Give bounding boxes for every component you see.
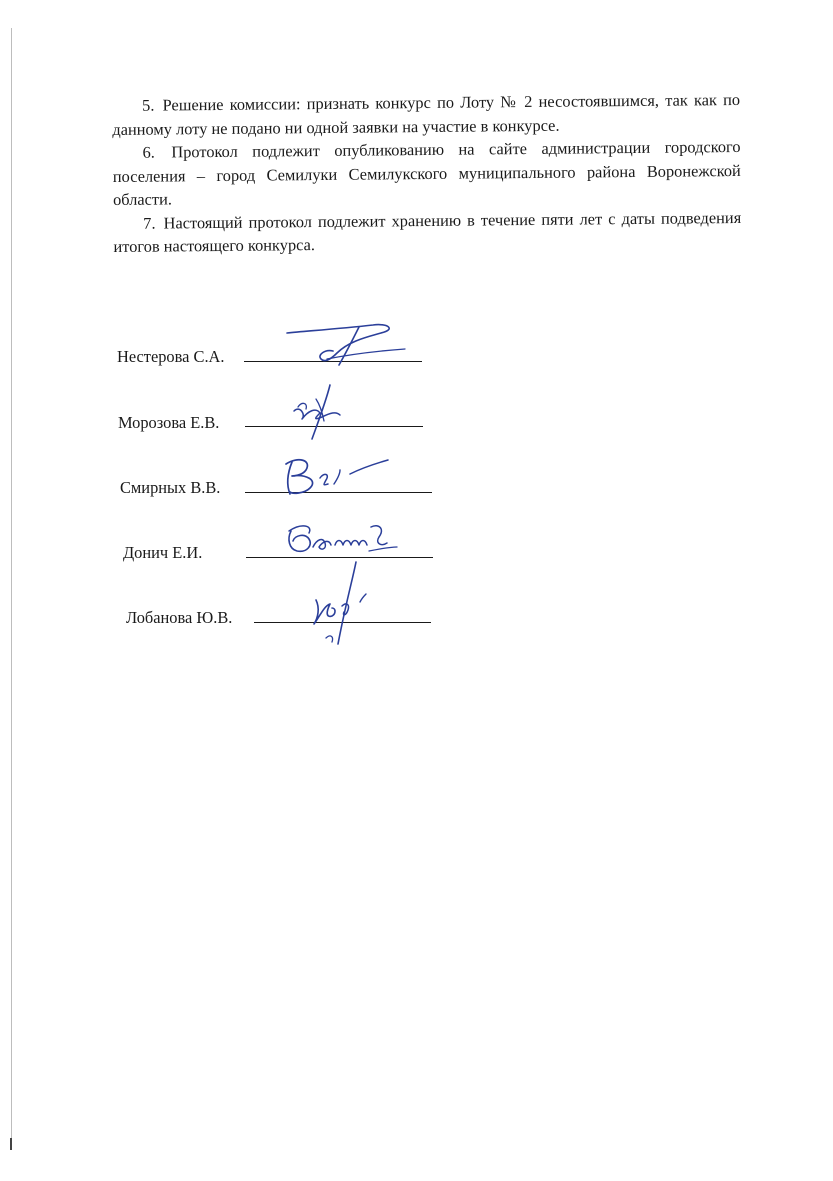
signature-row-morozova: [118, 411, 438, 441]
paragraph-6: [112, 135, 741, 212]
signatory-name: Нестерова С.А.: [117, 347, 225, 366]
scan-left-edge: [11, 28, 12, 1148]
paragraph-number: 7.: [143, 213, 156, 233]
signatory-name: Смирных В.В.: [120, 478, 221, 497]
signatory-name: Морозова Е.В.: [118, 413, 220, 432]
signature-row-nesterova: [117, 345, 437, 375]
paragraph-5: [112, 88, 740, 141]
signatory-name: Донич Е.И.: [123, 543, 203, 562]
paragraph-number: 6.: [142, 142, 155, 162]
paragraph-number: 5.: [142, 95, 155, 115]
protocol-body: [112, 88, 742, 259]
handwritten-signature-icon: [283, 517, 403, 563]
handwritten-signature-icon: [286, 381, 356, 451]
paragraph-text: Протокол подлежит опубликованию на сайте администрации городского поселения – город Семилуки Семилукского муниципального района Воронежской области.: [112, 136, 741, 209]
signature-row-donich: [123, 541, 443, 571]
signature-row-smirnykh: [120, 476, 440, 506]
handwritten-signature-icon: [306, 558, 376, 650]
handwritten-signature-icon: [277, 323, 417, 373]
scan-edge-mark: [10, 1138, 12, 1150]
signature-row-lobanova: [126, 606, 446, 636]
signatory-name: Лобанова Ю.В.: [126, 608, 233, 627]
handwritten-signature-icon: [278, 456, 398, 500]
paragraph-text: Решение комиссии: признать конкурс по Лоту № 2 несостоявшимся, так как по данному лоту не подано ни одной заявки на участие в конкурсе.: [112, 89, 741, 139]
paragraph-text: Настоящий протокол подлежит хранению в течение пяти лет с даты подведения итогов настоящего конкурса.: [113, 207, 742, 256]
paragraph-7: [113, 205, 741, 258]
